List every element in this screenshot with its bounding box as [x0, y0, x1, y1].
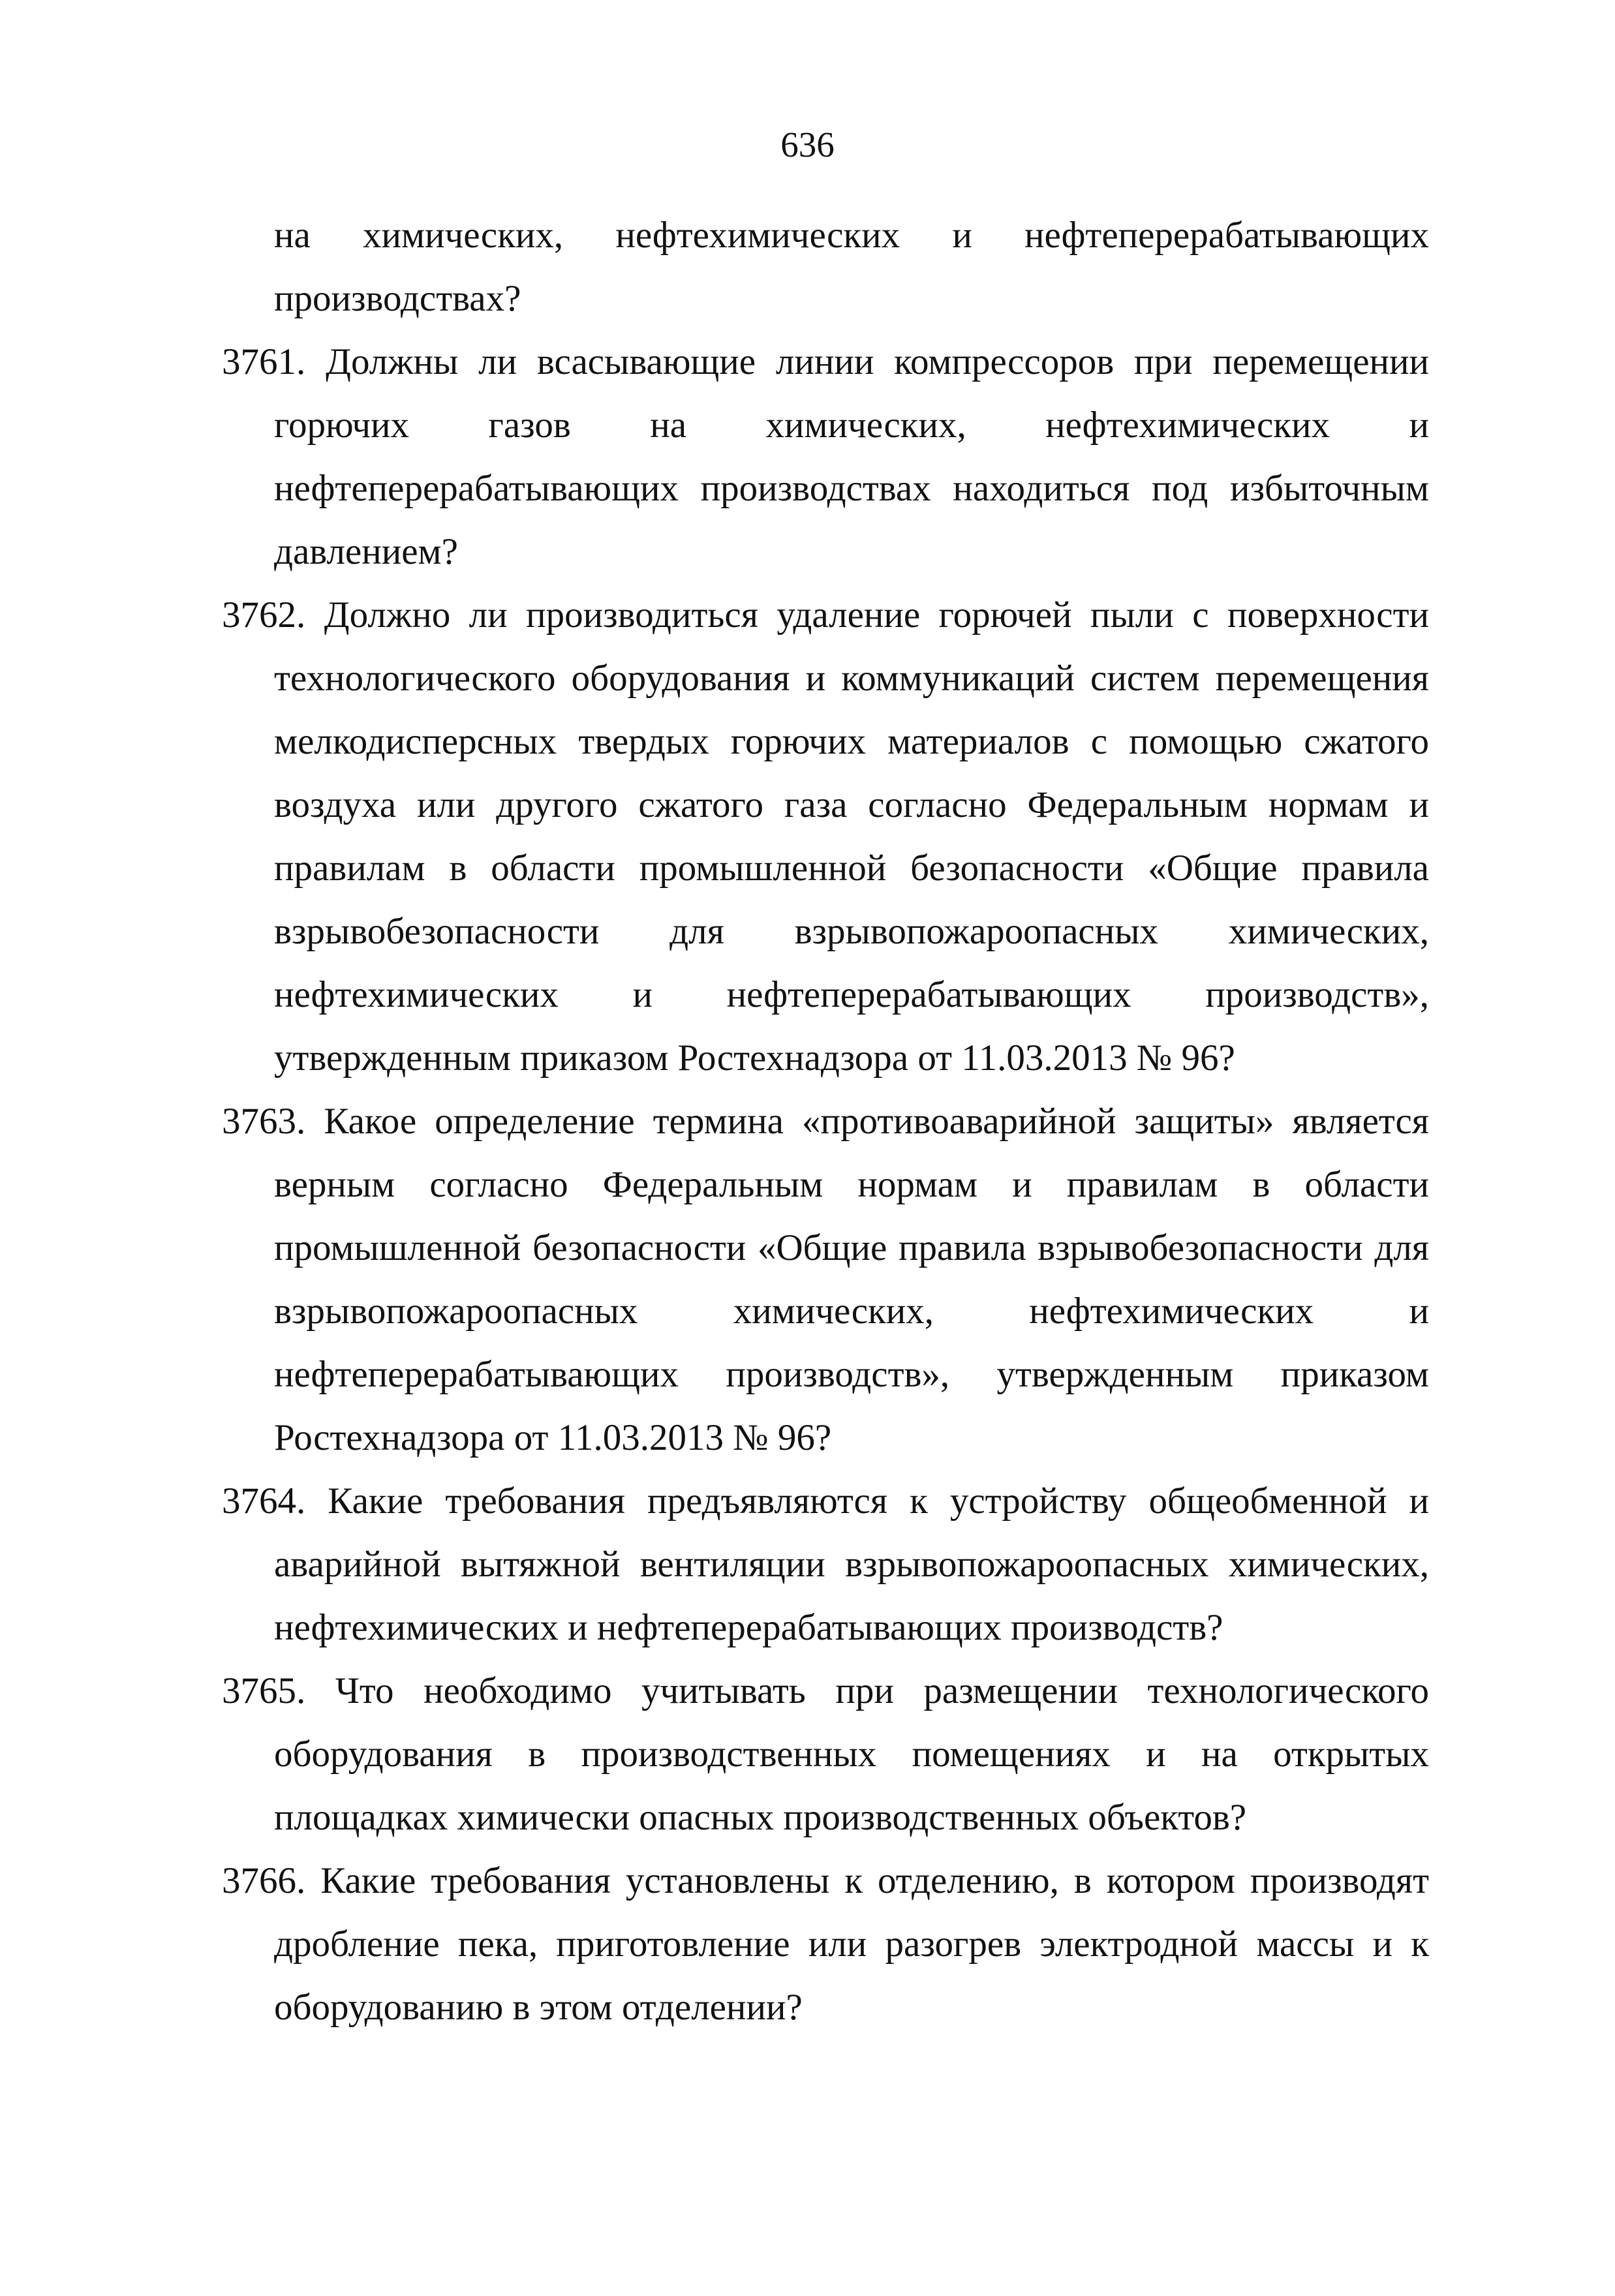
question-text: Какие требования установлены к отделению, в котором производят дробление пека, приготовление или разогрев электродной массы и к оборудованию в этом отделении? [274, 1860, 1429, 2028]
page-number: 636 [780, 125, 835, 164]
question-3763 [222, 1090, 1429, 1469]
question-text: Должно ли производиться удаление горючей пыли с поверхности технологического оборудования и коммуникаций систем перемещения мелкодисперсных твердых горючих материалов с помощью сжатого воздуха или другого сжатого газа согласно Федеральным нормам и правилам в области промышленной безопасности «Общие правила взрывобезопасности для взрывопожароопасных химических, нефтехимических и нефтеперерабатывающих производств», утвержденным приказом Ростехнадзора от 11.03.2013 № 96? [274, 594, 1429, 1079]
question-number: 3764. [222, 1480, 306, 1522]
question-3765 [222, 1659, 1429, 1849]
question-text: Какие требования предъявляются к устройству общеобменной и аварийной вытяжной вентиляции взрывопожароопасных химических, нефтехимических и нефтеперерабатывающих производств? [274, 1480, 1429, 1648]
question-text: Должны ли всасывающие линии компрессоров при перемещении горючих газов на химических, нефтехимических и нефтеперерабатывающих производствах находиться под избыточным давлением? [274, 341, 1429, 572]
question-3762 [222, 583, 1429, 1090]
question-number: 3765. [222, 1670, 306, 1711]
question-3761 [222, 330, 1429, 583]
document-body [222, 204, 1429, 2039]
question-number: 3766. [222, 1860, 306, 1901]
question-number: 3761. [222, 341, 306, 382]
question-3764 [222, 1469, 1429, 1659]
question-text: Что необходимо учитывать при размещении технологического оборудования в производственных помещениях и на открытых площадках химически опасных производственных объектов? [274, 1670, 1430, 1838]
question-3766 [222, 1849, 1429, 2039]
question-number: 3762. [222, 594, 306, 635]
question-text: Какое определение термина «противоаварийной защиты» является верным согласно Федеральным нормам и правилам в области промышленной безопасности «Общие правила взрывобезопасности для взрывопожароопасных химических, нефтехимических и нефтеперерабатывающих производств», утвержденным приказом Ростехнадзора от 11.03.2013 № 96? [274, 1101, 1430, 1458]
question-number: 3763. [222, 1101, 306, 1142]
continuation-text: на химических, нефтехимических и нефтеперерабатывающих производствах? [274, 215, 1429, 319]
